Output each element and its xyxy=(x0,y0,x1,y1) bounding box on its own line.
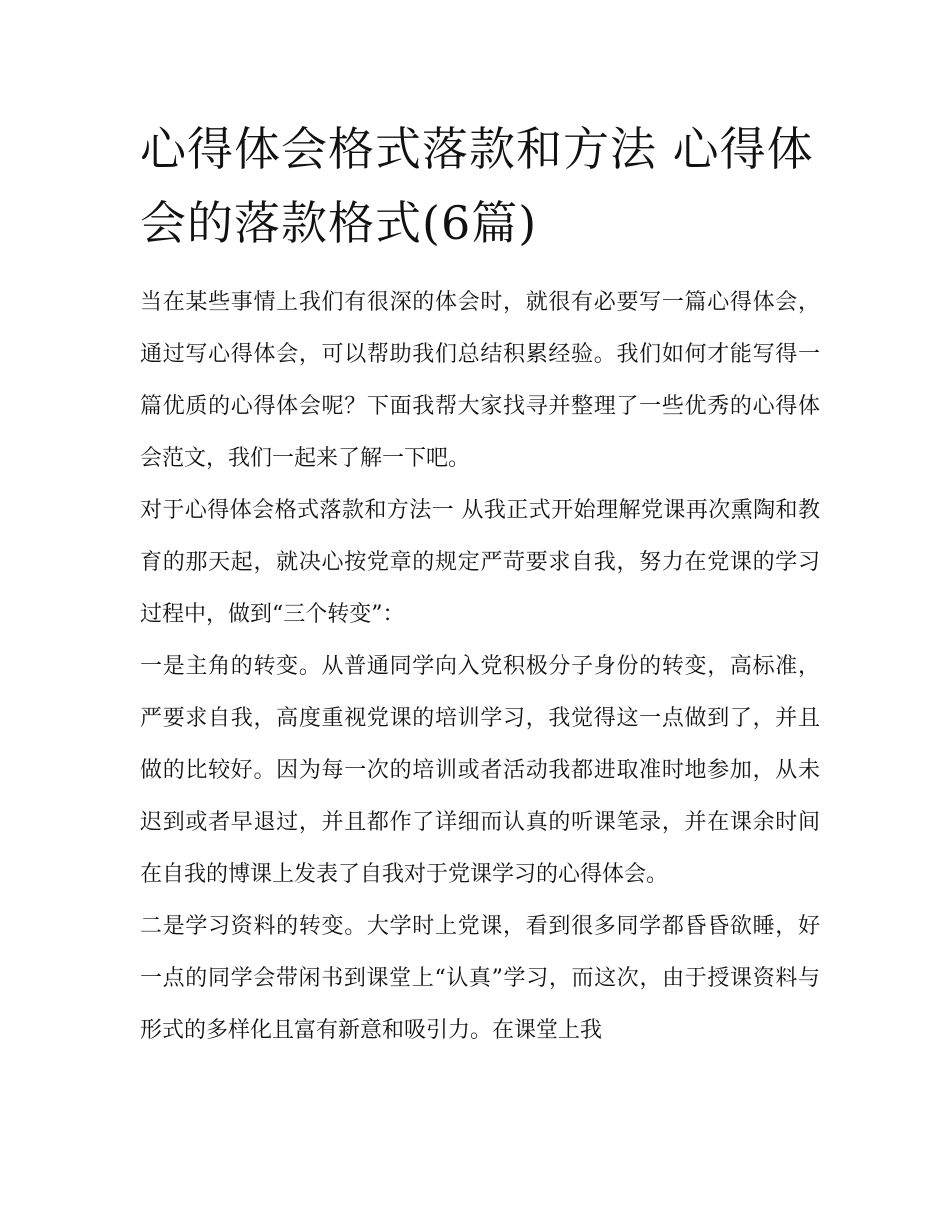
document-body xyxy=(140,277,820,1057)
paragraph-intro: 当在某些事情上我们有很深的体会时，就很有必要写一篇心得体会，通过写心得体会，可以帮助我们总结积累经验。我们如何才能写得一篇优质的心得体会呢？下面我帮大家找寻并整理了一些优秀的心得体会范文，我们一起来了解一下吧。 xyxy=(140,290,820,471)
paragraph-section-one: 对于心得体会格式落款和方法一 从我正式开始理解党课再次熏陶和教育的那天起，就决心按党章的规定严苛要求自我，努力在党课的学习过程中，做到“三个转变”： xyxy=(140,498,820,627)
document-title: 心得体会格式落款和方法 心得体会的落款格式(6篇) xyxy=(140,122,814,250)
paragraph-second-change: 二是学习资料的转变。大学时上党课，看到很多同学都昏昏欲睡，好一点的同学会带闲书到课堂上“认真”学习，而这次，由于授课资料与形式的多样化且富有新意和吸引力。在课堂上我 xyxy=(140,914,820,1043)
paragraph-first-change: 一是主角的转变。从普通同学向入党积极分子身份的转变，高标准，严要求自我，高度重视党课的培训学习，我觉得这一点做到了，并且做的比较好。因为每一次的培训或者活动我都进取准时地参加，从未迟到或者早退过，并且都作了详细而认真的听课笔录，并在课余时间在自我的博课上发表了自我对于党课学习的心得体会。 xyxy=(140,654,820,887)
